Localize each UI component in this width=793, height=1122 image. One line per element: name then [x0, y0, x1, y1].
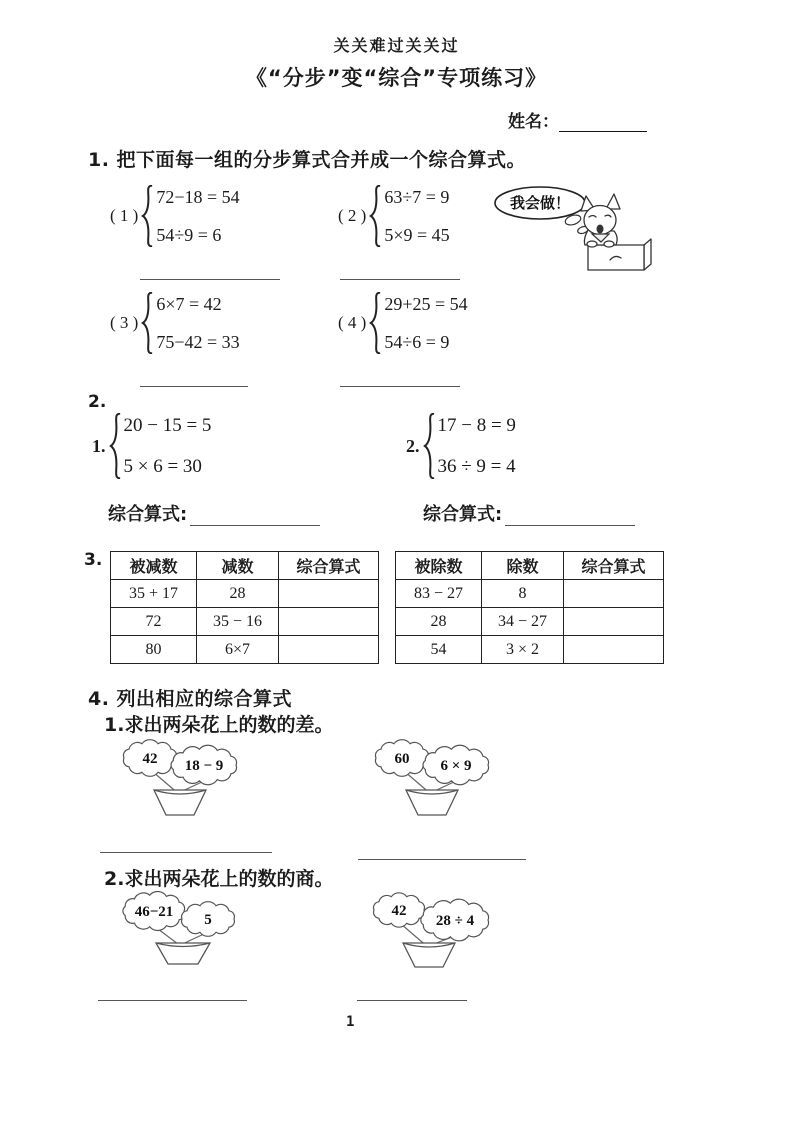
- cell: 54: [396, 636, 482, 664]
- flower-value: 5: [204, 912, 212, 928]
- answer-line[interactable]: [140, 279, 280, 280]
- equation: 54÷9 = 6: [156, 225, 222, 245]
- table-row: [111, 580, 379, 608]
- equation: 54÷6 = 9: [384, 332, 450, 352]
- col-header: 被除数: [396, 552, 482, 580]
- group-label: ( 4 ): [338, 313, 367, 332]
- q1-prompt: 1. 把下面每一组的分步算式合并成一个综合算式。: [88, 149, 527, 171]
- dog-paw: [587, 241, 597, 247]
- cell: 8: [482, 580, 564, 608]
- dog-illustration: [492, 183, 668, 278]
- answer-line[interactable]: [340, 279, 460, 280]
- cell: 28: [396, 608, 482, 636]
- table-row: [396, 580, 664, 608]
- equation: 20 − 15 = 5: [123, 415, 212, 436]
- flower-value: 28 ÷ 4: [435, 913, 475, 929]
- cell: 72: [111, 608, 197, 636]
- equation: 17 − 8 = 9: [437, 415, 516, 436]
- flower-group-2: [366, 738, 498, 820]
- col-header: 除数: [482, 552, 564, 580]
- answer-row: [108, 500, 320, 526]
- q4-sub2: 2.求出两朵花上的数的商。: [104, 868, 334, 890]
- table-row: [111, 636, 379, 664]
- q4-sub1: 1.求出两朵花上的数的差。: [104, 714, 334, 736]
- answer-cell[interactable]: [564, 608, 664, 636]
- answer-line[interactable]: [190, 503, 320, 526]
- equation-group-1: [110, 185, 240, 247]
- flower-value: 6 × 9: [440, 758, 472, 774]
- equation: 75−42 = 33: [156, 332, 240, 352]
- answer-cell[interactable]: [564, 580, 664, 608]
- answer-cell[interactable]: [279, 608, 379, 636]
- answer-label: 综合算式:: [423, 504, 503, 525]
- q2-item-1: [92, 413, 211, 479]
- equation-group-2: [338, 185, 450, 247]
- q2-item-2: [406, 413, 516, 479]
- col-header: 综合算式: [564, 552, 664, 580]
- cell: 3 × 2: [482, 636, 564, 664]
- group-label: ( 3 ): [110, 313, 139, 332]
- cell: 80: [111, 636, 197, 664]
- answer-cell[interactable]: [564, 636, 664, 664]
- answer-line[interactable]: [140, 386, 248, 387]
- subtraction-table: [110, 551, 379, 664]
- flower-value: 18 − 9: [184, 758, 224, 774]
- answer-cell[interactable]: [279, 636, 379, 664]
- speech-bubble-text: 我会做！: [509, 194, 571, 212]
- flower-value: 42: [142, 751, 158, 767]
- equation: 72−18 = 54: [156, 187, 240, 207]
- brace-icon: [369, 185, 382, 247]
- flower-value: 46−21: [134, 904, 174, 920]
- group-label: ( 2 ): [338, 206, 367, 225]
- page-title: 《“分步”变“综合”专项练习》: [245, 66, 548, 90]
- page-header: 关关难过关关过: [333, 36, 460, 55]
- brace-icon: [369, 292, 382, 354]
- q2-number: 2.: [88, 392, 107, 412]
- dog-paw: [604, 241, 614, 247]
- table-row: [396, 608, 664, 636]
- name-label: 姓名：: [508, 112, 559, 132]
- flower-group-3: [114, 891, 246, 973]
- flower-group-1: [114, 738, 246, 820]
- table-header-row: [396, 552, 664, 580]
- cell: 35 + 17: [111, 580, 197, 608]
- table-row: [396, 636, 664, 664]
- answer-line[interactable]: [357, 1000, 467, 1001]
- q4-prompt: 4. 列出相应的综合算式: [88, 688, 293, 710]
- answer-line[interactable]: [505, 503, 635, 526]
- cell: 35 − 16: [197, 608, 279, 636]
- col-header: 减数: [197, 552, 279, 580]
- brace-icon: [109, 413, 122, 479]
- box-side: [644, 239, 651, 270]
- page-number: 1: [346, 1014, 355, 1030]
- flower-value: 42: [391, 903, 407, 919]
- brace-icon: [141, 185, 154, 247]
- equation: 6×7 = 42: [156, 294, 222, 314]
- flower-value: 60: [394, 751, 410, 767]
- equation: 36 ÷ 9 = 4: [437, 456, 516, 477]
- equation: 29+25 = 54: [384, 294, 468, 314]
- flower-group-4: [363, 891, 495, 973]
- answer-line[interactable]: [358, 859, 526, 860]
- group-label: ( 1 ): [110, 206, 139, 225]
- q3-number: 3.: [84, 550, 103, 570]
- equation: 63÷7 = 9: [384, 187, 450, 207]
- brace-icon: [423, 413, 436, 479]
- answer-line[interactable]: [98, 1000, 247, 1001]
- table-header-row: [111, 552, 379, 580]
- box-front: [588, 245, 644, 270]
- cell: 34 − 27: [482, 608, 564, 636]
- equation-group-3: [110, 292, 240, 354]
- table-row: [111, 608, 379, 636]
- answer-label: 综合算式:: [108, 504, 188, 525]
- item-label: 1.: [92, 435, 106, 456]
- col-header: 综合算式: [279, 552, 379, 580]
- cell: 6×7: [197, 636, 279, 664]
- answer-row: [423, 500, 635, 526]
- cell: 28: [197, 580, 279, 608]
- dog-mouth: [597, 225, 604, 234]
- answer-line[interactable]: [340, 386, 460, 387]
- equation: 5×9 = 45: [384, 225, 450, 245]
- cell: 83 − 27: [396, 580, 482, 608]
- name-input-line[interactable]: [559, 111, 647, 132]
- answer-cell[interactable]: [279, 580, 379, 608]
- equation: 5 × 6 = 30: [123, 456, 202, 477]
- answer-line[interactable]: [100, 852, 272, 853]
- item-label: 2.: [406, 435, 420, 456]
- brace-icon: [141, 292, 154, 354]
- division-table: [395, 551, 664, 664]
- equation-group-4: [338, 292, 468, 354]
- col-header: 被减数: [111, 552, 197, 580]
- name-row: [508, 107, 647, 132]
